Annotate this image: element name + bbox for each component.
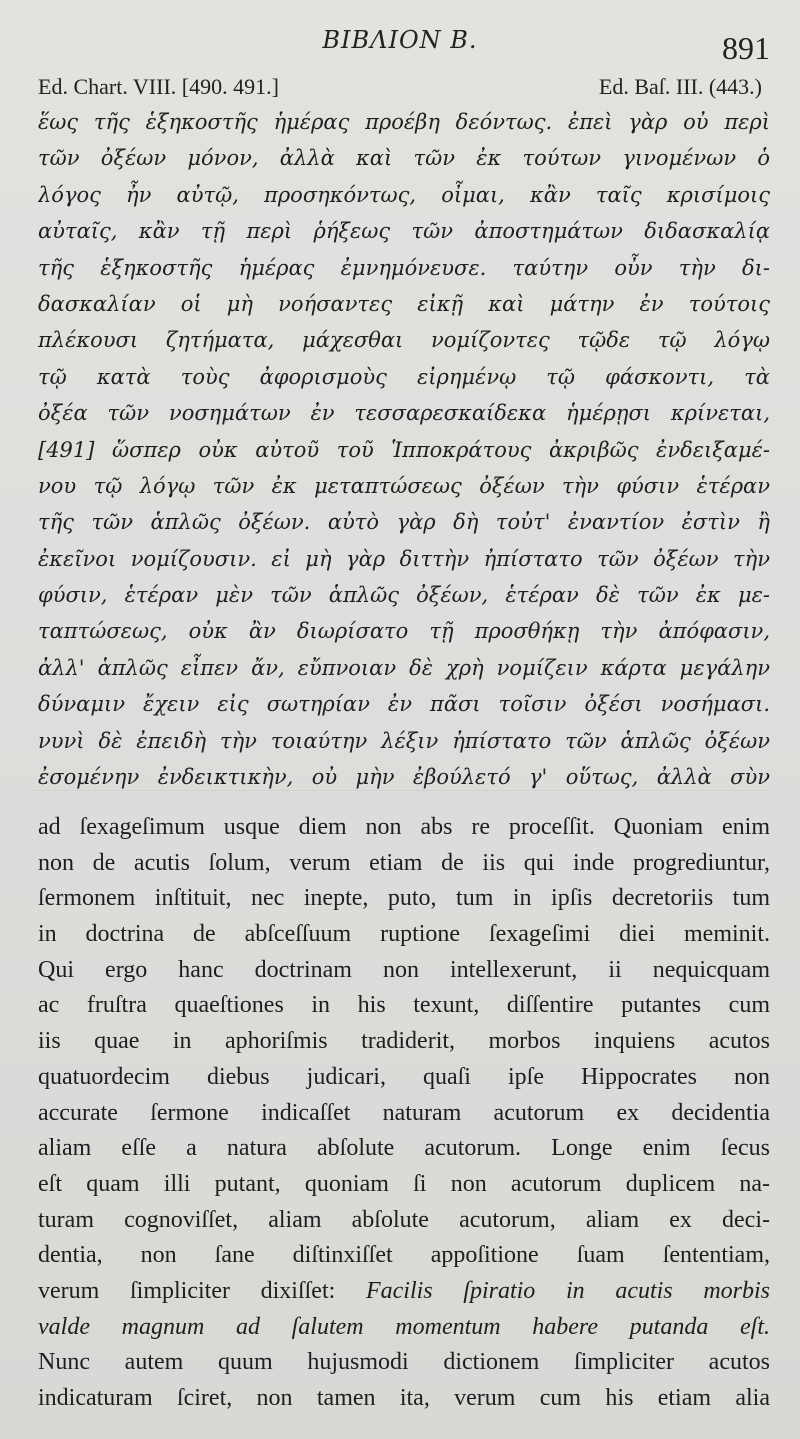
latin-text-line	[38, 988, 770, 1024]
latin-text-line	[38, 1203, 770, 1239]
latin-text-line	[38, 917, 770, 953]
latin-text-line	[38, 1131, 770, 1167]
latin-text-roman: Nunc autem quum hujusmodi dictionem ſimpliciter acutos	[38, 1349, 770, 1376]
latin-text-line	[38, 810, 770, 846]
greek-text-block	[38, 104, 770, 795]
latin-text-roman: verum ſimpliciter dixiſſet:	[38, 1277, 366, 1304]
greek-text-line: δύναμιν ἔχειν εἰς σωτηρίαν ἐν πᾶσι τοῖσιν ὀξέσι νοσήμασι.	[38, 692, 770, 717]
latin-text-roman: quatuordecim diebus judicari, quaſi ipſe Hippocrates non	[38, 1063, 770, 1090]
greek-text-line: αὐταῖς, κἂν τῇ περὶ ῥήξεως τῶν ἀποστημάτων διδασκαλίᾳ	[38, 219, 770, 244]
latin-text-line	[38, 1238, 770, 1274]
latin-text-roman: dentia, non ſane diſtinxiſſet appoſitione ſuam ſententiam,	[38, 1242, 770, 1269]
greek-text-line: νυνὶ δὲ ἐπειδὴ τὴν τοιαύτην λέξιν ἠπίστατο τῶν ἁπλῶς ὀξέων	[38, 728, 770, 753]
latin-text-line	[38, 1096, 770, 1132]
latin-text-roman: ad ſexageſimum usque diem non abs re proceſſit. Quoniam enim	[38, 814, 770, 840]
latin-text-line	[38, 953, 770, 989]
latin-translation-block	[38, 810, 770, 1417]
greek-text-line: δασκαλίαν οἱ μὴ νοήσαντες εἰκῇ καὶ μάτην ἐν τούτοις	[38, 291, 770, 316]
greek-text-line: λόγος ἦν αὐτῷ, προσηκόντως, οἶμαι, κἂν ταῖς κρισίμοις	[38, 182, 770, 207]
page-number: 891	[722, 30, 770, 66]
latin-text-roman: indicaturam ſciret, non tamen ita, verum cum his etiam alia	[38, 1385, 770, 1411]
latin-text-italic-quote: valde magnum ad ſalutem momentum habere putanda eſt.	[38, 1313, 770, 1340]
greek-text-line: ταπτώσεως, οὐκ ἂν διωρίσατο τῇ προσθήκῃ τὴν ἀπόφασιν,	[38, 619, 770, 644]
latin-text-line	[38, 1060, 770, 1096]
column-divider	[30, 790, 770, 791]
edition-chartier-reference: Ed. Chart. VIII. [490. 491.]	[38, 74, 279, 99]
latin-text-roman: accurate ſermone indicaſſet naturam acutorum ex decidentia	[38, 1099, 770, 1126]
edition-reference-row	[38, 74, 762, 100]
latin-text-roman: Qui ergo hanc doctrinam non intellexerunt, ii nequicquam	[38, 956, 770, 983]
latin-text-line	[38, 881, 770, 917]
latin-text-roman: eſt quam illi putant, quoniam ſi non acutorum duplicem na-	[38, 1170, 770, 1197]
latin-text-line	[38, 1381, 770, 1417]
greek-text-line: πλέκουσι ζητήματα, μάχεσθαι νομίζοντες τῷδε τῷ λόγῳ	[38, 328, 770, 353]
latin-text-roman: turam cognoviſſet, aliam abſolute acutorum, aliam ex deci-	[38, 1206, 770, 1233]
greek-text-line: ἐσομένην ἐνδεικτικὴν, οὐ μὴν ἐβούλετό γ' οὕτως, ἀλλὰ σὺν	[38, 765, 770, 790]
greek-text-line: νου τῷ λόγῳ τῶν ἐκ μεταπτώσεως ὀξέων τὴν φύσιν ἑτέραν	[38, 473, 770, 498]
latin-text-line	[38, 1024, 770, 1060]
latin-text-line	[38, 1167, 770, 1203]
latin-text-italic-quote: Facilis ſpiratio in acutis morbis	[365, 1277, 770, 1304]
greek-text-line: ὀξέα τῶν νοσημάτων ἐν τεσσαρεσκαίδεκα ἡμέρῃσι κρίνεται,	[38, 401, 770, 426]
greek-text-line: [491] ὥσπερ οὐκ αὐτοῦ τοῦ Ἱπποκράτους ἀκριβῶς ἐνδειξαμέ-	[38, 437, 770, 462]
greek-text-line: φύσιν, ἑτέραν μὲν τῶν ἁπλῶς ὀξέων, ἑτέραν δὲ τῶν ἐκ με-	[38, 583, 770, 608]
greek-text-line: ἐκεῖνοι νομίζουσιν. εἰ μὴ γὰρ διττὴν ἠπίστατο τῶν ὀξέων τὴν	[38, 546, 770, 571]
latin-text-roman: ac fruſtra quaeſtiones in his texunt, diſſentire putantes cum	[38, 992, 770, 1019]
latin-text-line	[38, 1310, 770, 1346]
latin-text-roman: ſermonem inſtituit, nec inepte, puto, tum in ipſis decretoriis tum	[38, 885, 770, 912]
greek-text-line: ἀλλ' ἁπλῶς εἶπεν ἄν, εὔπνοιαν δὲ χρὴ νομίζειν κάρτα μεγάλην	[38, 655, 770, 680]
latin-text-line	[38, 1274, 770, 1310]
latin-text-roman: aliam eſſe a natura abſolute acutorum. Longe enim ſecus	[38, 1135, 770, 1162]
latin-text-roman: iis quae in aphoriſmis tradiderit, morbos inquiens acutos	[38, 1028, 770, 1055]
greek-text-line: τῷ κατὰ τοὺς ἀφορισμοὺς εἰρημένῳ τῷ φάσκοντι, τὰ	[38, 364, 770, 389]
running-title: ΒΙΒΛΙΟΝ Β.	[322, 26, 478, 54]
greek-text-line: τῶν ὀξέων μόνον, ἀλλὰ καὶ τῶν ἐκ τούτων γινομένων ὁ	[38, 146, 770, 171]
edition-basel-reference: Ed. Baſ. III. (443.)	[598, 74, 762, 99]
latin-text-line	[38, 846, 770, 882]
greek-text-line: ἕως τῆς ἑξηκοστῆς ἡμέρας προέβη δεόντως. ἐπεὶ γὰρ οὐ περὶ	[38, 110, 770, 134]
greek-text-line: τῆς ἑξηκοστῆς ἡμέρας ἐμνημόνευσε. ταύτην οὖν τὴν δι-	[38, 255, 770, 280]
latin-text-line	[38, 1345, 770, 1381]
latin-text-roman: non de acutis ſolum, verum etiam de iis qui inde progrediuntur,	[38, 849, 770, 876]
latin-text-roman: in doctrina de abſceſſuum ruptione ſexageſimi diei meminit.	[38, 921, 770, 948]
greek-text-line: τῆς τῶν ἁπλῶς ὀξέων. αὐτὸ γὰρ δὴ τοὐτ' ἐναντίον ἐστὶν ἢ	[38, 510, 770, 535]
